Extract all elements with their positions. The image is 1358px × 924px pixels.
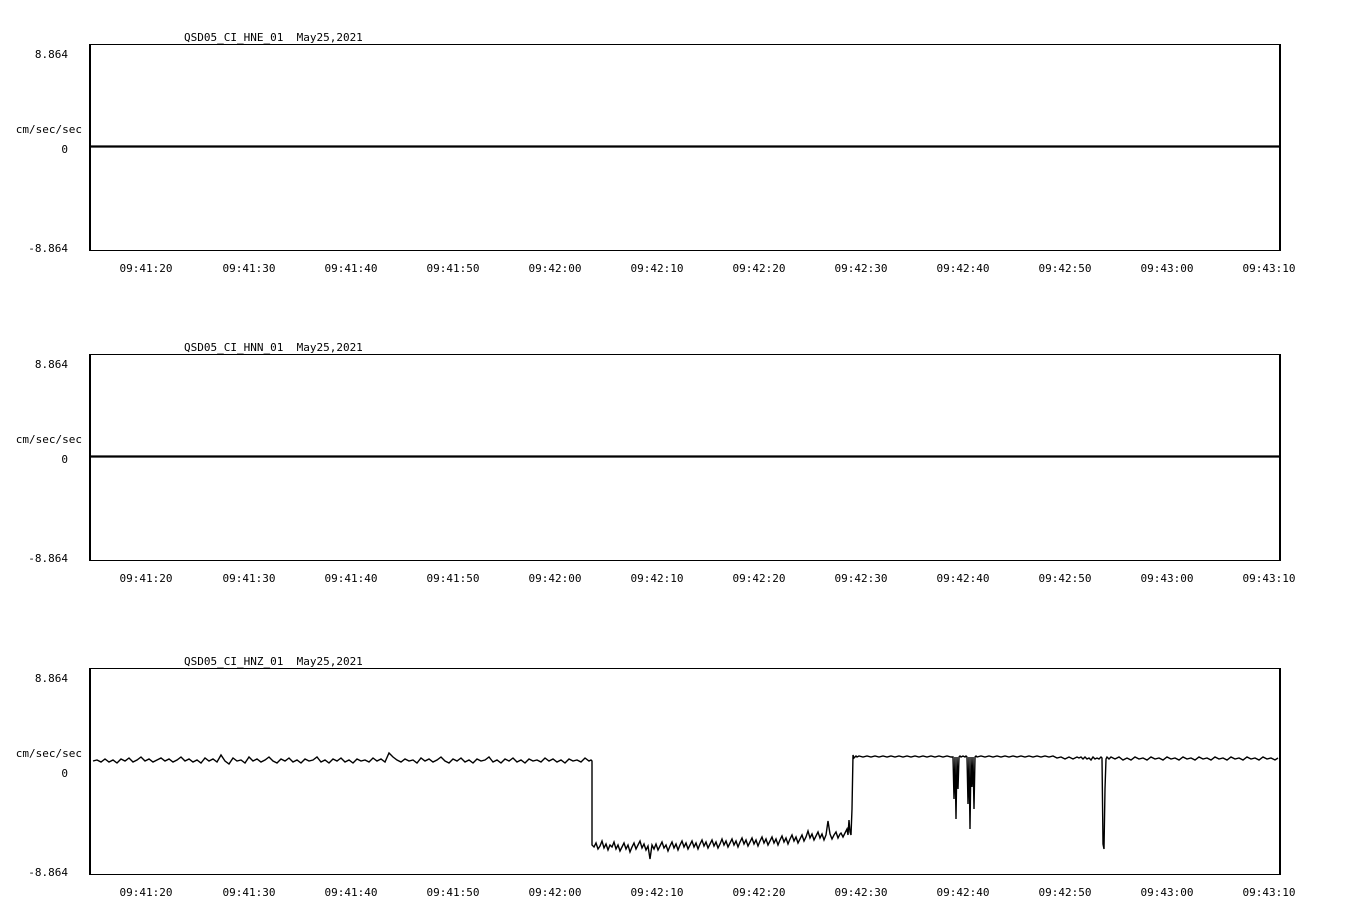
panel-hnz-xtick-11: 09:43:10 xyxy=(1242,886,1296,899)
panel-hne-ytick-mid: 0 xyxy=(61,143,68,156)
panel-hnz-xtick-1: 09:41:30 xyxy=(222,886,276,899)
panel-hne-ylabel: cm/sec/sec xyxy=(15,123,82,136)
panel-hnz-xtick-5: 09:42:10 xyxy=(630,886,684,899)
panel-hnz-xtick-6: 09:42:20 xyxy=(732,886,786,899)
panel-hnn-xtick-7: 09:42:30 xyxy=(834,572,888,585)
panel-hne-trace xyxy=(91,45,1279,248)
panel-hnz-xtick-10: 09:43:00 xyxy=(1140,886,1194,899)
panel-hnz-title: QSD05_CI_HNZ_01 May25,2021 xyxy=(184,655,363,668)
panel-hnn-ytick-bottom: -8.864 xyxy=(28,552,68,565)
panel-hne-xtick-5: 09:42:10 xyxy=(630,262,684,275)
panel-hnz-ytick-mid: 0 xyxy=(61,767,68,780)
panel-hne-xtick-1: 09:41:30 xyxy=(222,262,276,275)
panel-hnz-xtick-4: 09:42:00 xyxy=(528,886,582,899)
panel-hnn-xtick-9: 09:42:50 xyxy=(1038,572,1092,585)
panel-hne-xtick-10: 09:43:00 xyxy=(1140,262,1194,275)
panel-hnz-xtick-7: 09:42:30 xyxy=(834,886,888,899)
panel-hnz-xtick-2: 09:41:40 xyxy=(324,886,378,899)
panel-hne-xtick-0: 09:41:20 xyxy=(119,262,173,275)
panel-hnn-xtick-3: 09:41:50 xyxy=(426,572,480,585)
panel-hnn-xtick-8: 09:42:40 xyxy=(936,572,990,585)
panel-hne-xtick-6: 09:42:20 xyxy=(732,262,786,275)
panel-hnz xyxy=(0,614,1358,924)
panel-hnn-xtick-11: 09:43:10 xyxy=(1242,572,1296,585)
panel-hne-xtick-11: 09:43:10 xyxy=(1242,262,1296,275)
panel-hnz-trace xyxy=(91,669,1279,872)
panel-hne xyxy=(0,0,1358,300)
panel-hnz-plot-area[interactable] xyxy=(89,668,1281,875)
panel-hnn-title: QSD05_CI_HNN_01 May25,2021 xyxy=(184,341,363,354)
panel-hnn-xtick-0: 09:41:20 xyxy=(119,572,173,585)
panel-hnn-ytick-mid: 0 xyxy=(61,453,68,466)
panel-hnn-xtick-6: 09:42:20 xyxy=(732,572,786,585)
panel-hnz-xtick-3: 09:41:50 xyxy=(426,886,480,899)
panel-hnn xyxy=(0,307,1358,607)
panel-hne-ytick-top: 8.864 xyxy=(34,48,68,61)
panel-hne-xtick-9: 09:42:50 xyxy=(1038,262,1092,275)
panel-hnn-ylabel: cm/sec/sec xyxy=(15,433,82,446)
panel-hnz-xtick-0: 09:41:20 xyxy=(119,886,173,899)
panel-hnz-ylabel: cm/sec/sec xyxy=(15,747,82,760)
panel-hnn-xtick-10: 09:43:00 xyxy=(1140,572,1194,585)
panel-hne-xtick-8: 09:42:40 xyxy=(936,262,990,275)
panel-hnz-xtick-9: 09:42:50 xyxy=(1038,886,1092,899)
panel-hne-xtick-4: 09:42:00 xyxy=(528,262,582,275)
panel-hnz-ytick-top: 8.864 xyxy=(34,672,68,685)
panel-hnn-xtick-4: 09:42:00 xyxy=(528,572,582,585)
panel-hne-plot-area[interactable] xyxy=(89,44,1281,251)
panel-hne-xtick-2: 09:41:40 xyxy=(324,262,378,275)
panel-hnn-ytick-top: 8.864 xyxy=(34,358,68,371)
panel-hne-xtick-3: 09:41:50 xyxy=(426,262,480,275)
panel-hne-xtick-7: 09:42:30 xyxy=(834,262,888,275)
panel-hnn-xtick-2: 09:41:40 xyxy=(324,572,378,585)
panel-hnn-trace xyxy=(91,355,1279,558)
panel-hne-title: QSD05_CI_HNE_01 May25,2021 xyxy=(184,31,363,44)
panel-hnz-xtick-8: 09:42:40 xyxy=(936,886,990,899)
panel-hnn-xtick-1: 09:41:30 xyxy=(222,572,276,585)
panel-hne-ytick-bottom: -8.864 xyxy=(28,242,68,255)
panel-hnn-xtick-5: 09:42:10 xyxy=(630,572,684,585)
panel-hnn-plot-area[interactable] xyxy=(89,354,1281,561)
panel-hnz-ytick-bottom: -8.864 xyxy=(28,866,68,879)
